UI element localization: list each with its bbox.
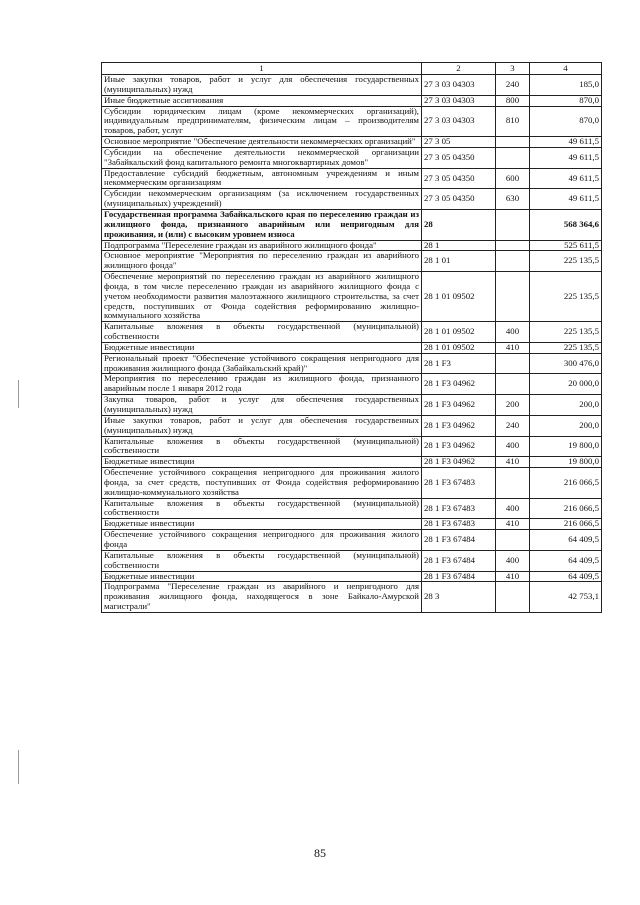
row-expense-type-cell: 810 (496, 106, 530, 137)
row-code-cell: 27 3 05 04350 (422, 168, 496, 189)
table-row (102, 342, 602, 353)
header-cell-2: 2 (422, 63, 496, 75)
row-name-cell: Мероприятия по переселению граждан из жилищного фонда, признанного аварийным после 1 января 2012 года (102, 374, 422, 395)
row-name-cell: Государственная программа Забайкальского края по переселению граждан из жилищного фонда, признанного аварийным или непригодным для проживания, и (или) с высоким уровнем износа (102, 209, 422, 240)
row-name-cell: Бюджетные инвестиции (102, 571, 422, 582)
budget-table (101, 62, 602, 613)
row-expense-type-cell (496, 240, 530, 251)
row-amount-cell: 19 800,0 (530, 457, 602, 468)
row-code-cell: 28 1 F3 67484 (422, 550, 496, 571)
row-name-cell: Бюджетные инвестиции (102, 457, 422, 468)
table-row (102, 251, 602, 272)
row-code-cell: 28 1 F3 04962 (422, 395, 496, 416)
table-row (102, 374, 602, 395)
header-cell-4: 4 (530, 63, 602, 75)
row-name-cell: Основное мероприятие "Обеспечение деятельности некоммерческих организаций" (102, 137, 422, 148)
header-cell-1: 1 (102, 63, 422, 75)
row-code-cell: 27 3 03 04303 (422, 75, 496, 96)
row-expense-type-cell (496, 530, 530, 551)
table-header-row (102, 63, 602, 75)
row-amount-cell: 64 409,5 (530, 550, 602, 571)
row-name-cell: Основное мероприятие "Мероприятия по переселению граждан из аварийного жилищного фонда" (102, 251, 422, 272)
row-expense-type-cell: 240 (496, 75, 530, 96)
row-amount-cell: 225 135,5 (530, 342, 602, 353)
row-expense-type-cell: 630 (496, 189, 530, 210)
table-row (102, 498, 602, 519)
row-name-cell: Субсидии некоммерческим организациям (за исключением государственных (муниципальных) учреждений) (102, 189, 422, 210)
table-row (102, 106, 602, 137)
table-row (102, 95, 602, 106)
table-row (102, 209, 602, 240)
row-name-cell: Иные закупки товаров, работ и услуг для обеспечения государственных (муниципальных) нужд (102, 415, 422, 436)
row-expense-type-cell (496, 468, 530, 499)
row-expense-type-cell (496, 272, 530, 322)
row-name-cell: Иные закупки товаров, работ и услуг для обеспечения государственных (муниципальных) нужд (102, 75, 422, 96)
table-row (102, 436, 602, 457)
table-row (102, 582, 602, 613)
row-amount-cell: 525 611,5 (530, 240, 602, 251)
row-amount-cell: 64 409,5 (530, 530, 602, 551)
row-name-cell: Капитальные вложения в объекты государственной (муниципальной) собственности (102, 436, 422, 457)
scan-margin-mark (18, 750, 19, 784)
row-code-cell: 28 1 01 09502 (422, 322, 496, 343)
row-name-cell: Подпрограмма "Переселение граждан из аварийного жилищного фонда" (102, 240, 422, 251)
row-expense-type-cell (496, 374, 530, 395)
table-row (102, 468, 602, 499)
table-row (102, 415, 602, 436)
row-code-cell: 28 1 F3 67483 (422, 519, 496, 530)
row-code-cell: 28 1 F3 67483 (422, 468, 496, 499)
row-code-cell: 27 3 03 04303 (422, 95, 496, 106)
row-amount-cell: 216 066,5 (530, 468, 602, 499)
row-code-cell: 28 1 01 09502 (422, 272, 496, 322)
row-expense-type-cell: 400 (496, 498, 530, 519)
row-name-cell: Субсидии юридическим лицам (кроме некоммерческих организаций), индивидуальным предпринимателям, физическим лицам – производителям товаров, работ, услуг (102, 106, 422, 137)
row-name-cell: Бюджетные инвестиции (102, 342, 422, 353)
row-amount-cell: 49 611,5 (530, 168, 602, 189)
row-amount-cell: 19 800,0 (530, 436, 602, 457)
row-code-cell: 27 3 05 04350 (422, 147, 496, 168)
row-expense-type-cell (496, 251, 530, 272)
header-cell-3: 3 (496, 63, 530, 75)
row-expense-type-cell: 410 (496, 519, 530, 530)
table-row (102, 147, 602, 168)
row-code-cell: 28 1 F3 04962 (422, 457, 496, 468)
row-name-cell: Обеспечение устойчивого сокращения непригодного для проживания жилого фонда (102, 530, 422, 551)
row-name-cell: Капитальные вложения в объекты государственной (муниципальной) собственности (102, 550, 422, 571)
row-code-cell: 28 1 F3 04962 (422, 415, 496, 436)
row-amount-cell: 300 476,0 (530, 353, 602, 374)
row-name-cell: Предоставление субсидий бюджетным, автономным учреждениям и иным некоммерческим организациям (102, 168, 422, 189)
row-name-cell: Региональный проект "Обеспечение устойчивого сокращения непригодного для проживания жилищного фонда (Забайкальский край)" (102, 353, 422, 374)
row-name-cell: Капитальные вложения в объекты государственной (муниципальной) собственности (102, 498, 422, 519)
table-row (102, 457, 602, 468)
row-amount-cell: 216 066,5 (530, 498, 602, 519)
row-name-cell: Закупка товаров, работ и услуг для обеспечения государственных (муниципальных) нужд (102, 395, 422, 416)
row-code-cell: 28 1 01 (422, 251, 496, 272)
row-expense-type-cell: 400 (496, 436, 530, 457)
row-code-cell: 28 1 F3 (422, 353, 496, 374)
row-expense-type-cell: 200 (496, 395, 530, 416)
row-expense-type-cell (496, 209, 530, 240)
row-amount-cell: 49 611,5 (530, 189, 602, 210)
row-amount-cell: 185,0 (530, 75, 602, 96)
row-code-cell: 27 3 03 04303 (422, 106, 496, 137)
row-amount-cell: 20 000,0 (530, 374, 602, 395)
row-code-cell: 28 1 01 09502 (422, 342, 496, 353)
table-row (102, 353, 602, 374)
table-row (102, 550, 602, 571)
row-code-cell: 28 1 F3 67483 (422, 498, 496, 519)
row-expense-type-cell: 600 (496, 168, 530, 189)
row-amount-cell: 225 135,5 (530, 272, 602, 322)
row-amount-cell: 49 611,5 (530, 147, 602, 168)
row-amount-cell: 49 611,5 (530, 137, 602, 148)
table-row (102, 322, 602, 343)
table-row (102, 571, 602, 582)
row-expense-type-cell: 410 (496, 342, 530, 353)
row-amount-cell: 568 364,6 (530, 209, 602, 240)
row-name-cell: Капитальные вложения в объекты государственной (муниципальной) собственности (102, 322, 422, 343)
row-expense-type-cell: 800 (496, 95, 530, 106)
table-row (102, 395, 602, 416)
row-amount-cell: 225 135,5 (530, 322, 602, 343)
row-code-cell: 27 3 05 (422, 137, 496, 148)
row-expense-type-cell (496, 353, 530, 374)
row-name-cell: Бюджетные инвестиции (102, 519, 422, 530)
row-amount-cell: 870,0 (530, 95, 602, 106)
row-amount-cell: 42 753,1 (530, 582, 602, 613)
row-name-cell: Субсидии на обеспечение деятельности некоммерческой организации "Забайкальский фонд капитального ремонта многоквартирных домов" (102, 147, 422, 168)
row-amount-cell: 216 066,5 (530, 519, 602, 530)
table-row (102, 530, 602, 551)
table-row (102, 189, 602, 210)
row-expense-type-cell: 410 (496, 571, 530, 582)
row-expense-type-cell (496, 137, 530, 148)
table-row (102, 519, 602, 530)
row-code-cell: 28 (422, 209, 496, 240)
scan-margin-mark (18, 380, 19, 408)
row-expense-type-cell (496, 147, 530, 168)
row-amount-cell: 870,0 (530, 106, 602, 137)
row-name-cell: Подпрограмма "Переселение граждан из аварийного и непригодного для проживания жилищного фонда, находящегося в зоне Байкало-Амурской магистрали" (102, 582, 422, 613)
table-row (102, 75, 602, 96)
row-amount-cell: 200,0 (530, 415, 602, 436)
row-code-cell: 28 1 F3 67484 (422, 530, 496, 551)
table-row (102, 272, 602, 322)
row-amount-cell: 200,0 (530, 395, 602, 416)
row-code-cell: 28 3 (422, 582, 496, 613)
row-code-cell: 27 3 05 04350 (422, 189, 496, 210)
row-name-cell: Обеспечение мероприятий по переселению граждан из аварийного жилищного фонда, в том числе переселению граждан из аварийного жилищного фонда с учетом необходимости развития малоэтажного жилищного строительства, за счет средств, поступивших от Фонда содействия реформированию жилищно-коммунального хозяйства (102, 272, 422, 322)
table-row (102, 240, 602, 251)
page-number: 85 (314, 846, 326, 860)
row-code-cell: 28 1 F3 67484 (422, 571, 496, 582)
row-amount-cell: 64 409,5 (530, 571, 602, 582)
row-amount-cell: 225 135,5 (530, 251, 602, 272)
row-name-cell: Обеспечение устойчивого сокращения непригодного для проживания жилого фонда, за счет средств, поступивших от Фонда содействия реформированию жилищно-коммунального хозяйства (102, 468, 422, 499)
row-code-cell: 28 1 F3 04962 (422, 374, 496, 395)
table-row (102, 137, 602, 148)
row-expense-type-cell: 400 (496, 550, 530, 571)
row-expense-type-cell: 240 (496, 415, 530, 436)
row-expense-type-cell: 410 (496, 457, 530, 468)
row-expense-type-cell: 400 (496, 322, 530, 343)
table-row (102, 168, 602, 189)
row-expense-type-cell (496, 582, 530, 613)
row-name-cell: Иные бюджетные ассигнования (102, 95, 422, 106)
row-code-cell: 28 1 F3 04962 (422, 436, 496, 457)
row-code-cell: 28 1 (422, 240, 496, 251)
